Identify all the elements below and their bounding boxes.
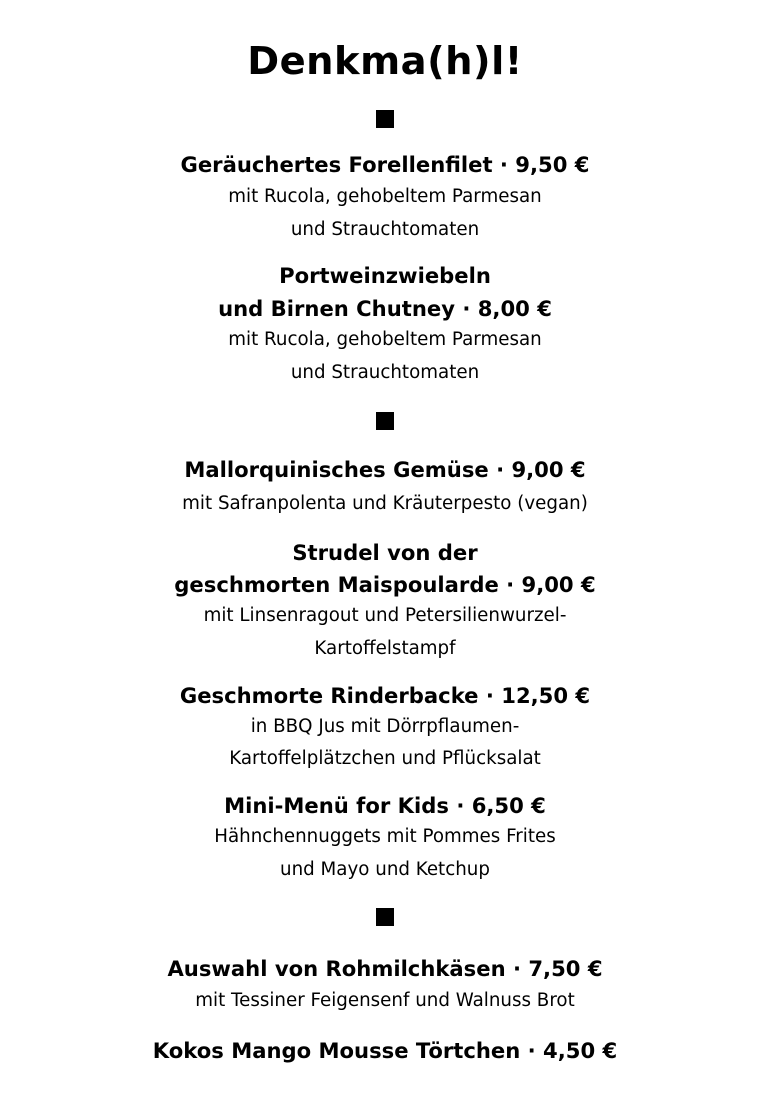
- dish-description: mit Rucola, gehobeltem Parmesan: [228, 186, 542, 207]
- dish-description: und Strauchtomaten: [290, 219, 480, 240]
- dish-name: und Birnen Chutney · 8,00 €: [218, 296, 552, 321]
- dish-description: mit Tessiner Feigensenf und Walnuss Brot: [195, 990, 575, 1011]
- dish-description: mit Linsenragout und Petersilienwurzel-: [203, 605, 567, 626]
- menu-title: Denkma(h)l!: [247, 39, 523, 84]
- dish-description: Kartoffelplätzchen und Pflücksalat: [229, 748, 541, 769]
- dish-name: Auswahl von Rohmilchkäsen · 7,50 €: [167, 956, 603, 981]
- dish-name: Mini-Menü for Kids · 6,50 €: [224, 793, 546, 818]
- dish-description: Kartoffelstampf: [314, 638, 456, 659]
- dish-description: und Mayo und Ketchup: [280, 859, 490, 880]
- dish-name: Strudel von der: [292, 540, 478, 565]
- section-divider-square: [376, 110, 394, 128]
- section-divider-square: [376, 412, 394, 430]
- dish-name: Portweinzwiebeln: [279, 263, 491, 288]
- section-divider-square: [376, 908, 394, 926]
- dish-description: Hähnchennuggets mit Pommes Frites: [214, 826, 556, 847]
- dish-name: Kokos Mango Mousse Törtchen · 4,50 €: [152, 1038, 618, 1063]
- dish-description: mit Safranpolenta und Kräuterpesto (vegan): [182, 493, 588, 514]
- dish-name: Geräuchertes Forellenfilet · 9,50 €: [180, 152, 590, 177]
- dish-description: mit Rucola, gehobeltem Parmesan: [228, 329, 542, 350]
- dish-name: geschmorten Maispoularde · 9,00 €: [174, 572, 596, 597]
- dish-description: und Strauchtomaten: [290, 362, 480, 383]
- dish-name: Geschmorte Rinderbacke · 12,50 €: [179, 683, 591, 708]
- dish-name: Mallorquinisches Gemüse · 9,00 €: [184, 457, 586, 482]
- dish-description: in BBQ Jus mit Dörrpflaumen-: [250, 716, 520, 737]
